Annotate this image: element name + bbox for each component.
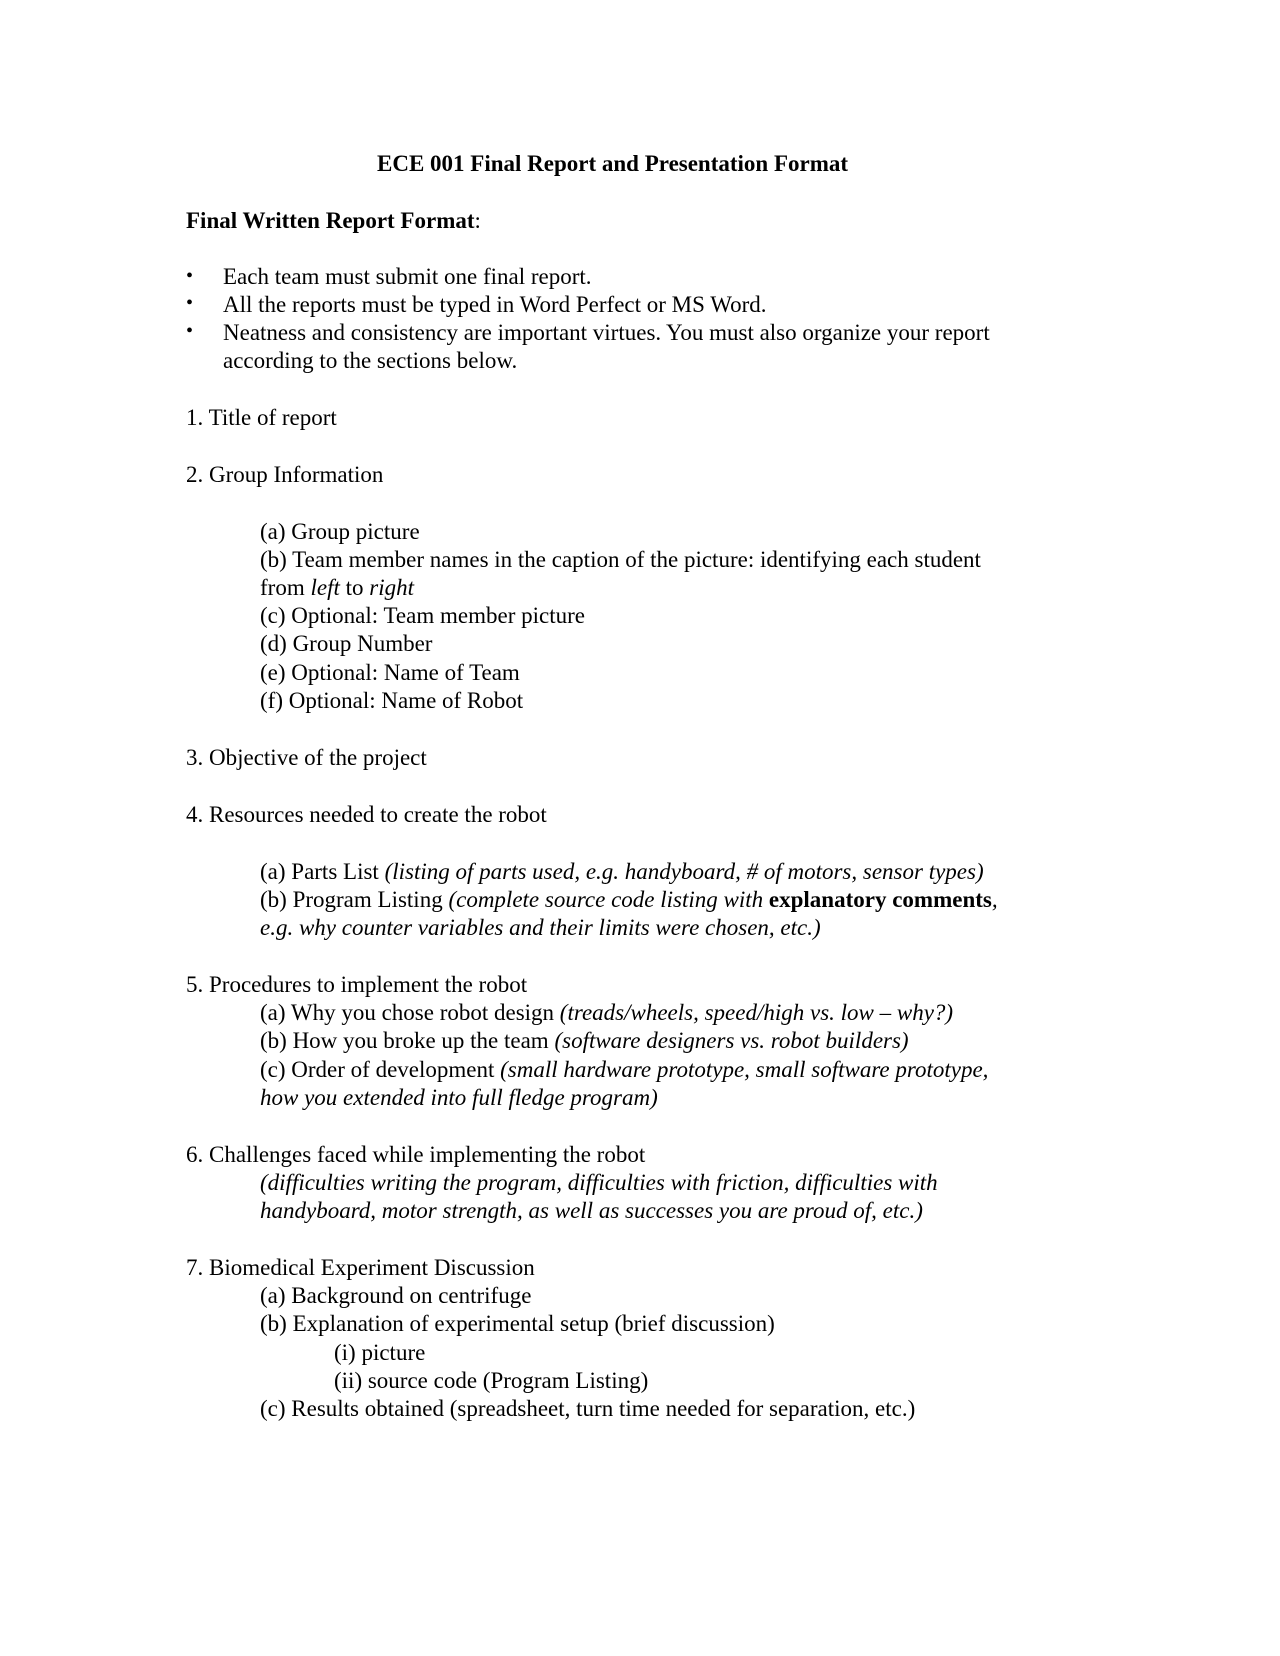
- section-heading-colon: :: [474, 208, 481, 233]
- parts-list-label: (a) Parts List: [260, 859, 385, 884]
- development-order-label: (c) Order of development: [260, 1057, 501, 1082]
- section-1-title: 1. Title of report: [186, 405, 337, 430]
- section-2-item-e: (e) Optional: Name of Team: [260, 660, 520, 685]
- team-breakup-label: (b) How you broke up the team: [260, 1028, 555, 1053]
- challenges-note-continuation: handyboard, motor strength, as well as successes you are proud of, etc.): [260, 1198, 923, 1223]
- section-7-item-b-ii: (ii) source code (Program Listing): [334, 1368, 649, 1393]
- section-4-item-b-continuation: [260, 914, 821, 942]
- section-7-item-a: (a) Background on centrifuge: [260, 1283, 532, 1308]
- section-4-item-a: [260, 858, 984, 886]
- section-7-item-b-i: (i) picture: [334, 1340, 426, 1365]
- section-5-title: 5. Procedures to implement the robot: [186, 972, 528, 997]
- section-6-note: [260, 1169, 938, 1197]
- bullet-item: Each team must submit one final report.: [223, 264, 592, 289]
- bullet-item: Neatness and consistency are important virtues. You must also organize your report: [223, 320, 990, 345]
- section-3-title: 3. Objective of the project: [186, 745, 427, 770]
- design-choice-note: (treads/wheels, speed/high vs. low – why?): [559, 1000, 954, 1025]
- program-listing-emphasis: explanatory comments: [768, 887, 992, 912]
- bullet-item: All the reports must be typed in Word Perfect or MS Word.: [223, 292, 767, 317]
- design-choice-label: (a) Why you chose robot design: [260, 1000, 560, 1025]
- bullet-icon: •: [186, 265, 194, 287]
- section-7-item-b: (b) Explanation of experimental setup (brief discussion): [260, 1311, 775, 1336]
- section-5-item-b: [260, 1027, 909, 1055]
- program-listing-note-continuation: e.g. why counter variables and their limits were chosen, etc.): [260, 915, 821, 940]
- section-heading-text: Final Written Report Format: [186, 208, 475, 233]
- bullet-icon: •: [186, 292, 194, 314]
- section-2-item-b: (b) Team member names in the caption of the picture: identifying each student: [260, 547, 981, 572]
- team-breakup-note: (software designers vs. robot builders): [554, 1028, 909, 1053]
- development-order-note: (small hardware prototype, small software prototype,: [500, 1057, 989, 1082]
- section-6-title: 6. Challenges faced while implementing the robot: [186, 1142, 646, 1167]
- document-title: ECE 001 Final Report and Presentation Format: [377, 151, 849, 176]
- section-2-item-c: (c) Optional: Team member picture: [260, 603, 585, 628]
- section-2-item-f: (f) Optional: Name of Robot: [260, 688, 524, 713]
- section-heading: [186, 207, 481, 235]
- section-2-title: 2. Group Information: [186, 462, 384, 487]
- development-order-note-continuation: how you extended into full fledge program): [260, 1085, 658, 1110]
- text-left: left: [310, 575, 340, 600]
- program-listing-comma: ,: [991, 887, 998, 912]
- section-2-item-d: (d) Group Number: [260, 631, 433, 656]
- text-to: to: [339, 575, 370, 600]
- challenges-note: (difficulties writing the program, difficulties with friction, difficulties with: [260, 1170, 938, 1195]
- text-right: right: [369, 575, 414, 600]
- section-2-item-a: (a) Group picture: [260, 519, 420, 544]
- section-2-item-b-continuation: [260, 574, 414, 602]
- section-5-item-c: [260, 1056, 988, 1084]
- section-6-note-continuation: [260, 1197, 923, 1225]
- program-listing-label: (b) Program Listing: [260, 887, 449, 912]
- text-from: from: [260, 575, 311, 600]
- section-5-item-a: [260, 999, 953, 1027]
- section-4-title: 4. Resources needed to create the robot: [186, 802, 547, 827]
- bullet-icon: •: [186, 320, 194, 342]
- section-7-item-c: (c) Results obtained (spreadsheet, turn time needed for separation, etc.): [260, 1396, 916, 1421]
- section-4-item-b: [260, 886, 998, 914]
- section-5-item-c-continuation: [260, 1084, 658, 1112]
- parts-list-note: (listing of parts used, e.g. handyboard, # of motors, sensor types): [384, 859, 984, 884]
- program-listing-note: (complete source code listing with: [448, 887, 769, 912]
- bullet-item-continuation: according to the sections below.: [223, 348, 518, 373]
- section-7-title: 7. Biomedical Experiment Discussion: [186, 1255, 535, 1280]
